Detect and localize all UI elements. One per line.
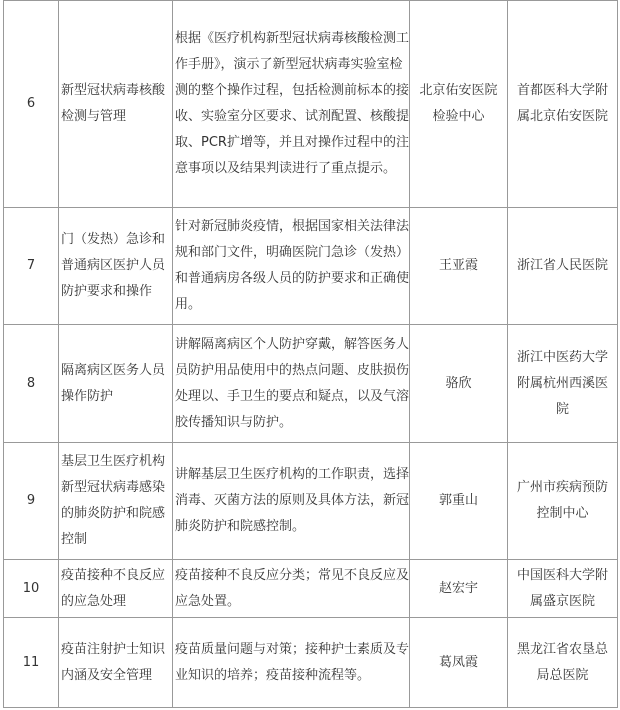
course-title: 新型冠状病毒核酸检测与管理 (59, 1, 173, 208)
course-title: 门（发热）急诊和普通病区医护人员防护要求和操作 (59, 208, 173, 325)
course-content: 疫苗接种不良反应分类；常见不良反应及应急处置。 (173, 560, 410, 618)
course-content: 讲解基层卫生医疗机构的工作职责，选择消毒、灭菌方法的原则及具体方法，新冠肺炎防护和院感控制。 (173, 443, 410, 560)
table-row (4, 443, 618, 560)
course-content: 针对新冠肺炎疫情，根据国家相关法律法规和部门文件，明确医院门急诊（发热）和普通病房各级人员的防护要求和正确使用。 (173, 208, 410, 325)
course-title: 疫苗接种不良反应的应急处理 (59, 560, 173, 618)
table-row (4, 1, 618, 208)
teacher: 骆欣 (410, 325, 508, 443)
course-title: 疫苗注射护士知识内涵及安全管理 (59, 618, 173, 708)
course-content: 疫苗质量问题与对策；接种护士素质及专业知识的培养；疫苗接种流程等。 (173, 618, 410, 708)
teacher: 葛凤霞 (410, 618, 508, 708)
course-content: 根据《医疗机构新型冠状病毒核酸检测工作手册》，演示了新型冠状病毒实验室检测的整个操作过程，包括检测前标本的接收、实验室分区要求、试剂配置、核酸提取、PCR扩增等，并且对操作过程中的注意事项以及结果判读进行了重点提示。 (173, 1, 410, 208)
teacher: 北京佑安医院检验中心 (410, 1, 508, 208)
row-number: 11 (4, 618, 59, 708)
course-table (3, 0, 618, 708)
unit: 中国医科大学附属盛京医院 (508, 560, 618, 618)
unit: 广州市疾病预防控制中心 (508, 443, 618, 560)
row-number: 8 (4, 325, 59, 443)
course-title: 隔离病区医务人员操作防护 (59, 325, 173, 443)
row-number: 10 (4, 560, 59, 618)
teacher: 王亚霞 (410, 208, 508, 325)
teacher: 郭重山 (410, 443, 508, 560)
table-row (4, 560, 618, 618)
table-row (4, 325, 618, 443)
unit: 浙江中医药大学附属杭州西溪医院 (508, 325, 618, 443)
row-number: 9 (4, 443, 59, 560)
table-row (4, 208, 618, 325)
course-content: 讲解隔离病区个人防护穿戴，解答医务人员防护用品使用中的热点问题、皮肤损伤处理以、手卫生的要点和疑点，以及气溶胶传播知识与防护。 (173, 325, 410, 443)
unit: 黑龙江省农垦总局总医院 (508, 618, 618, 708)
unit: 首都医科大学附属北京佑安医院 (508, 1, 618, 208)
teacher: 赵宏宇 (410, 560, 508, 618)
course-title: 基层卫生医疗机构新型冠状病毒感染的肺炎防护和院感控制 (59, 443, 173, 560)
row-number: 7 (4, 208, 59, 325)
unit: 浙江省人民医院 (508, 208, 618, 325)
table-row (4, 618, 618, 708)
row-number: 6 (4, 1, 59, 208)
